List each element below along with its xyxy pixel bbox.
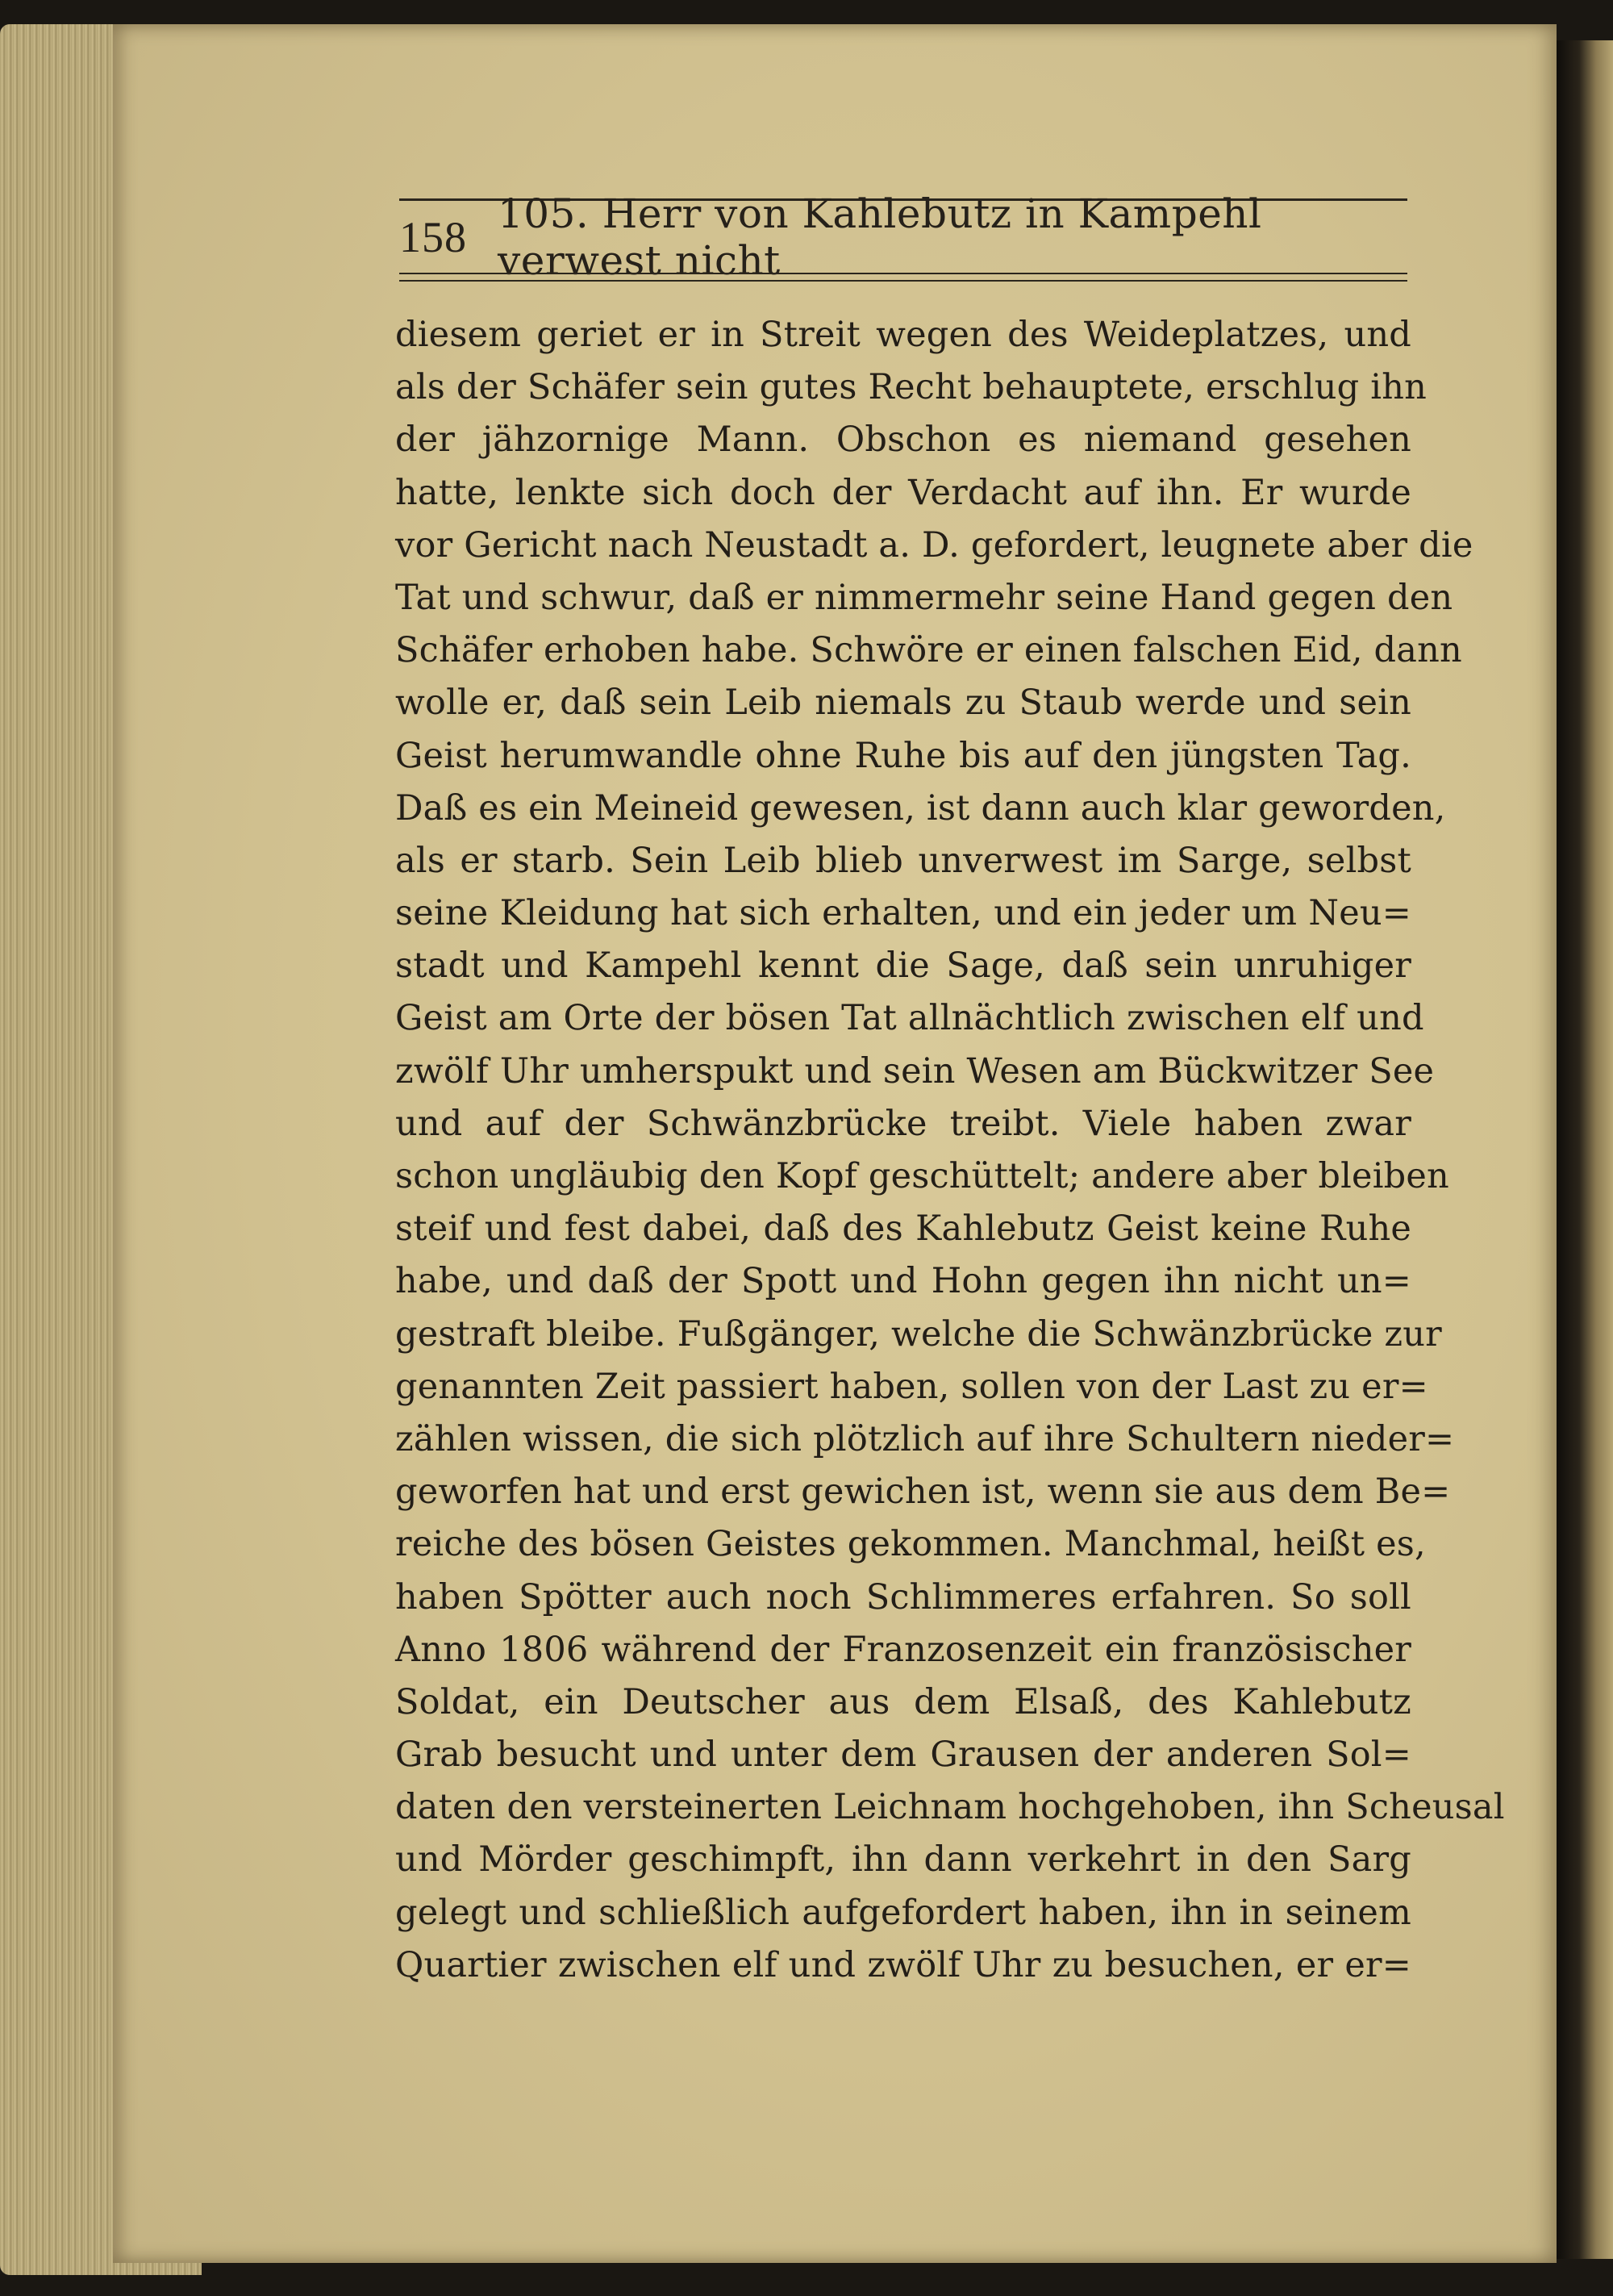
text-line: daten den versteinerten Leichnam hochgehoben, ihn Scheusal	[395, 1787, 1505, 1828]
text-line: vor Gericht nach Neustadt a. D. gefordert, leugnete aber die	[395, 524, 1473, 566]
text-line: schon ungläubig den Kopf geschüttelt; andere aber bleiben	[395, 1156, 1449, 1196]
text-line: seine Kleidung hat sich erhalten, und ein jeder um Neu=	[395, 893, 1411, 934]
text-line: hatte, lenkte sich doch der Verdacht auf ihn. Er wurde	[395, 472, 1411, 513]
text-line: Daß es ein Meineid gewesen, ist dann auch klar geworden,	[395, 787, 1446, 829]
text-line: steif und fest dabei, daß des Kahlebutz Geist keine Ruhe	[395, 1209, 1411, 1250]
text-line: Anno 1806 während der Franzosenzeit ein französischer	[395, 1629, 1411, 1670]
text-line: reiche des bösen Geistes gekommen. Manchmal, heißt es,	[395, 1524, 1426, 1565]
text-line: Tat und schwur, daß er nimmermehr seine Hand gegen den	[395, 577, 1453, 618]
text-line: als der Schäfer sein gutes Recht behauptete, erschlug ihn	[395, 367, 1427, 408]
text-line: Quartier zwischen elf und zwölf Uhr zu besuchen, er er=	[395, 1944, 1411, 1985]
text-line: wolle er, daß sein Leib niemals zu Staub werde und sein	[395, 683, 1411, 724]
text-line: Grab besucht und unter dem Grausen der anderen Sol=	[395, 1735, 1411, 1776]
text-line: Geist herumwandle ohne Ruhe bis auf den jüngsten Tag.	[395, 735, 1411, 776]
text-line: zählen wissen, die sich plötzlich auf ihre Schultern nieder=	[395, 1418, 1455, 1459]
text-line: genannten Zeit passiert haben, sollen von der Last zu er=	[395, 1366, 1428, 1407]
text-line: Soldat, ein Deutscher aus dem Elsaß, des Kahlebutz	[395, 1681, 1411, 1722]
body-text	[395, 309, 1505, 1992]
text-line: zwölf Uhr umherspukt und sein Wesen am Bückwitzer See	[395, 1050, 1435, 1092]
header-rule-bottom	[399, 273, 1407, 282]
text-line: diesem geriet er in Streit wegen des Weideplatzes, und	[395, 315, 1411, 355]
text-line: haben Spötter auch noch Schlimmeres erfahren. So soll	[395, 1576, 1411, 1618]
text-line: gelegt und schließlich aufgefordert haben, ihn in seinem	[395, 1892, 1411, 1933]
text-line: Schäfer erhoben habe. Schwöre er einen falschen Eid, dann	[395, 630, 1462, 671]
text-line: der jähzornige Mann. Obschon es niemand gesehen	[395, 420, 1411, 461]
text-line: als er starb. Sein Leib blieb unverwest im Sarge, selbst	[395, 840, 1411, 881]
text-line: und auf der Schwänzbrücke treibt. Viele haben zwar	[395, 1103, 1411, 1144]
text-line: habe, und daß der Spott und Hohn gegen ihn nicht un=	[395, 1261, 1411, 1302]
text-line: und Mörder geschimpft, ihn dann verkehrt in den Sarg	[395, 1839, 1411, 1881]
running-head: 105. Herr von Kahlebutz in Kampehl verwest nicht	[498, 190, 1262, 284]
facing-page-edge	[1557, 40, 1613, 2259]
text-line: geworfen hat und erst gewichen ist, wenn sie aus dem Be=	[395, 1472, 1451, 1513]
page-number: 158	[399, 213, 467, 261]
text-line: stadt und Kampehl kennt die Sage, daß sein unruhiger	[395, 946, 1411, 987]
text-line: gestraft bleibe. Fußgänger, welche die Schwänzbrücke zur	[395, 1313, 1442, 1355]
text-line: Geist am Orte der bösen Tat allnächtlich zwischen elf und	[395, 998, 1424, 1039]
page-header	[399, 190, 1407, 284]
